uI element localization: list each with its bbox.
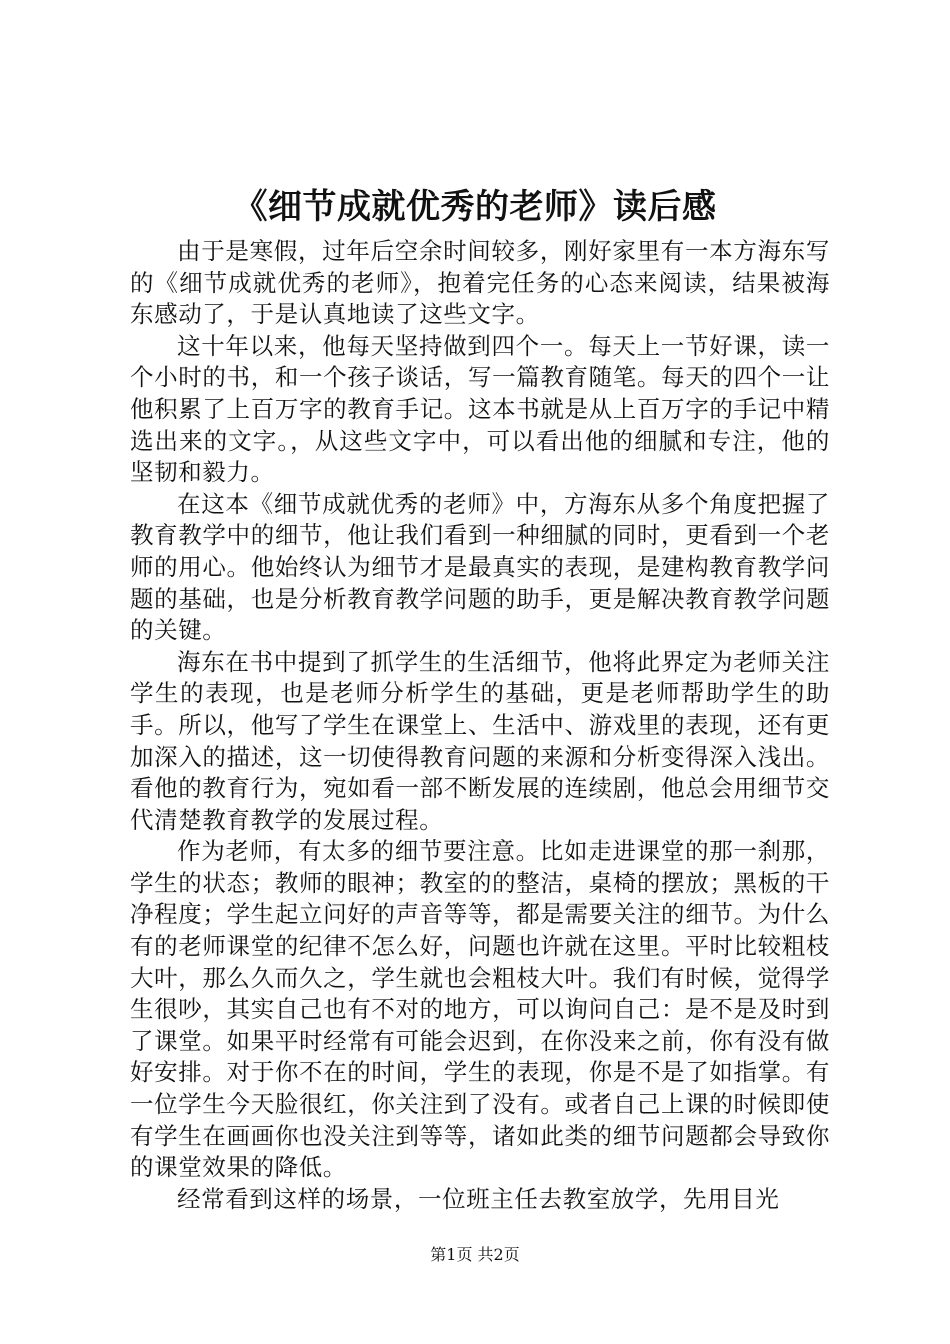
document-body [130, 236, 830, 1215]
document-title: 《细节成就优秀的老师》读后感 [233, 187, 717, 227]
paragraph: 海东在书中提到了抓学生的生活细节，他将此界定为老师关注学生的表现，也是老师分析学生的基础，更是老师帮助学生的助手。所以，他写了学生在课堂上、生活中、游戏里的表现，还有更加深入的描述，这一切使得教育问题的来源和分析变得深入浅出。看他的教育行为，宛如看一部不断发展的连续剧，他总会用细节交代清楚教育教学的发展过程。 [130, 647, 830, 834]
paragraph: 在这本《细节成就优秀的老师》中，方海东从多个角度把握了教育教学中的细节，他让我们看到一种细腻的同时，更看到一个老师的用心。他始终认为细节才是最真实的表现，是建构教育教学问题的基础，也是分析教育教学问题的助手，更是解决教育教学问题的关键。 [130, 489, 830, 645]
paragraph: 经常看到这样的场景，一位班主任去教室放学，先用目光 [177, 1184, 780, 1213]
page-number-footer: 第1页 共2页 [430, 1245, 520, 1264]
paragraph: 作为老师，有太多的细节要注意。比如走进课堂的那一刹那，学生的状态；教师的眼神；教室的的整洁，桌椅的摆放；黑板的干净程度；学生起立问好的声音等等，都是需要关注的细节。为什么有的老师课堂的纪律不怎么好，问题也许就在这里。平时比较粗枝大叶，那么久而久之，学生就也会粗枝大叶。我们有时候，觉得学生很吵，其实自己也有不对的地方，可以询问自己：是不是及时到了课堂。如果平时经常有可能会迟到，在你没来之前，你有没有做好安排。对于你不在的时间，学生的表现，你是不是了如指掌。有一位学生今天脸很红，你关注到了没有。或者自己上课的时候即使有学生在画画你也没关注到等等，诸如此类的细节问题都会导致你的课堂效果的降低。 [130, 837, 830, 1182]
paragraph: 这十年以来，他每天坚持做到四个一。每天上一节好课，读一个小时的书，和一个孩子谈话，写一篇教育随笔。每天的四个一让他积累了上百万字的教育手记。这本书就是从上百万字的手记中精选出来的文字。，从这些文字中，可以看出他的细腻和专注，他的坚韧和毅力。 [130, 331, 830, 487]
paragraph: 由于是寒假，过年后空余时间较多，刚好家里有一本方海东写的《细节成就优秀的老师》，抱着完任务的心态来阅读，结果被海东感动了，于是认真地读了这些文字。 [130, 237, 830, 329]
